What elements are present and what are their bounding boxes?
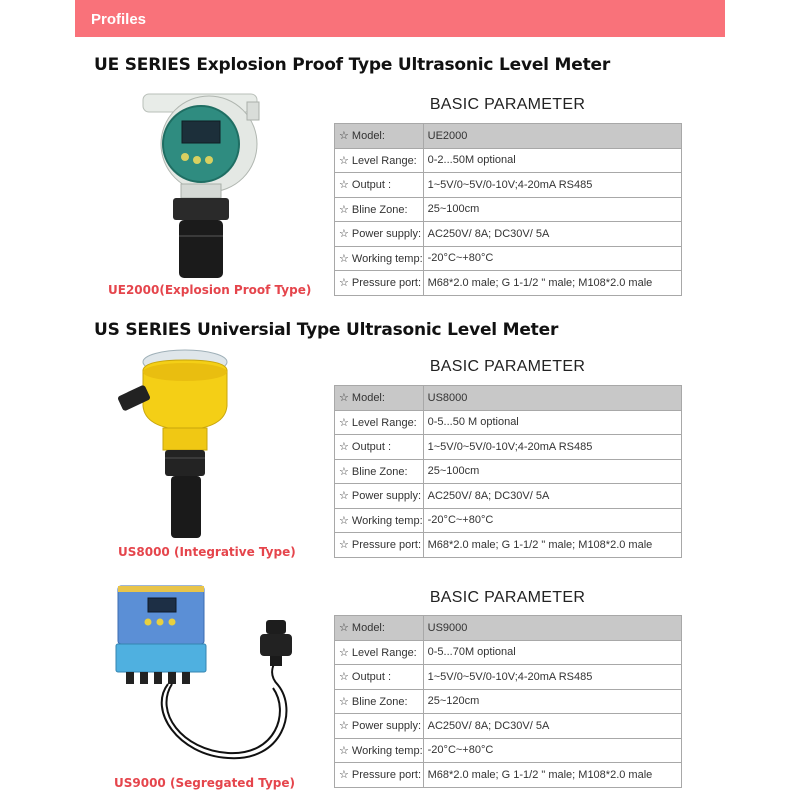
table-row: [335, 484, 682, 509]
us-series-title: US SERIES Universial Type Ultrasonic Level Meter: [94, 320, 559, 340]
param-value: AC250V/ 8A; DC30V/ 5A: [423, 484, 681, 509]
table-row: [335, 386, 682, 411]
param-value: M68*2.0 male; G 1-1/2 " male; M108*2.0 male: [423, 533, 681, 558]
param-value: 1~5V/0~5V/0-10V;4-20mA RS485: [423, 173, 681, 198]
param-value: 25~120cm: [423, 689, 681, 714]
table-row: [335, 222, 682, 247]
table-row: [335, 124, 682, 149]
param-key: ☆ Model:: [335, 616, 424, 641]
table-row: [335, 271, 682, 296]
param-key: ☆ Working temp:: [335, 738, 424, 763]
param-value: 25~100cm: [423, 459, 681, 484]
param-key: ☆ Bline Zone:: [335, 689, 424, 714]
ue-series-title: UE SERIES Explosion Proof Type Ultrasonic Level Meter: [94, 55, 611, 75]
basic-parameter-heading-3: BASIC PARAMETER: [429, 589, 586, 606]
basic-parameter-heading-1: BASIC PARAMETER: [429, 96, 586, 113]
ue2000-parameter-table: [334, 123, 682, 296]
banner-title: Profiles: [91, 11, 147, 28]
table-row: [335, 714, 682, 739]
param-key: ☆ Bline Zone:: [335, 459, 424, 484]
table-row: [335, 738, 682, 763]
table-row: [335, 148, 682, 173]
table-row: [335, 665, 682, 690]
basic-parameter-heading-2: BASIC PARAMETER: [429, 358, 586, 375]
table-row: [335, 508, 682, 533]
param-value: US8000: [423, 386, 681, 411]
profiles-banner: [75, 0, 725, 37]
ue2000-meter-image: [135, 88, 265, 283]
us8000-caption: US8000 (Integrative Type): [118, 545, 296, 559]
param-value: -20°C~+80°C: [423, 246, 681, 271]
param-key: ☆ Pressure port:: [335, 533, 424, 558]
param-value: 0-5...70M optional: [423, 640, 681, 665]
param-value: 25~100cm: [423, 197, 681, 222]
param-value: -20°C~+80°C: [423, 738, 681, 763]
us8000-parameter-table: [334, 385, 682, 558]
table-row: [335, 763, 682, 788]
param-value: M68*2.0 male; G 1-1/2 " male; M108*2.0 male: [423, 271, 681, 296]
param-value: US9000: [423, 616, 681, 641]
param-key: ☆ Power supply:: [335, 484, 424, 509]
param-key: ☆ Model:: [335, 386, 424, 411]
param-value: AC250V/ 8A; DC30V/ 5A: [423, 714, 681, 739]
table-row: [335, 435, 682, 460]
param-key: ☆ Pressure port:: [335, 271, 424, 296]
ue2000-caption: UE2000(Explosion Proof Type): [108, 283, 312, 297]
param-key: ☆ Power supply:: [335, 222, 424, 247]
table-row: [335, 459, 682, 484]
table-row: [335, 173, 682, 198]
param-value: -20°C~+80°C: [423, 508, 681, 533]
param-value: 1~5V/0~5V/0-10V;4-20mA RS485: [423, 435, 681, 460]
param-key: ☆ Model:: [335, 124, 424, 149]
us8000-meter-image: [115, 348, 245, 543]
table-row: [335, 616, 682, 641]
param-value: AC250V/ 8A; DC30V/ 5A: [423, 222, 681, 247]
param-value: M68*2.0 male; G 1-1/2 " male; M108*2.0 male: [423, 763, 681, 788]
param-key: ☆ Output :: [335, 435, 424, 460]
param-value: UE2000: [423, 124, 681, 149]
param-value: 0-5...50 M optional: [423, 410, 681, 435]
param-key: ☆ Working temp:: [335, 246, 424, 271]
param-key: ☆ Level Range:: [335, 410, 424, 435]
us9000-meter-image: [108, 580, 308, 775]
param-value: 1~5V/0~5V/0-10V;4-20mA RS485: [423, 665, 681, 690]
table-row: [335, 197, 682, 222]
param-key: ☆ Pressure port:: [335, 763, 424, 788]
param-key: ☆ Level Range:: [335, 148, 424, 173]
table-row: [335, 533, 682, 558]
table-row: [335, 410, 682, 435]
param-key: ☆ Bline Zone:: [335, 197, 424, 222]
param-key: ☆ Power supply:: [335, 714, 424, 739]
param-value: 0-2...50M optional: [423, 148, 681, 173]
us9000-caption: US9000 (Segregated Type): [114, 776, 296, 790]
table-row: [335, 689, 682, 714]
table-row: [335, 246, 682, 271]
param-key: ☆ Level Range:: [335, 640, 424, 665]
param-key: ☆ Working temp:: [335, 508, 424, 533]
us9000-parameter-table: [334, 615, 682, 788]
table-row: [335, 640, 682, 665]
param-key: ☆ Output :: [335, 665, 424, 690]
param-key: ☆ Output :: [335, 173, 424, 198]
